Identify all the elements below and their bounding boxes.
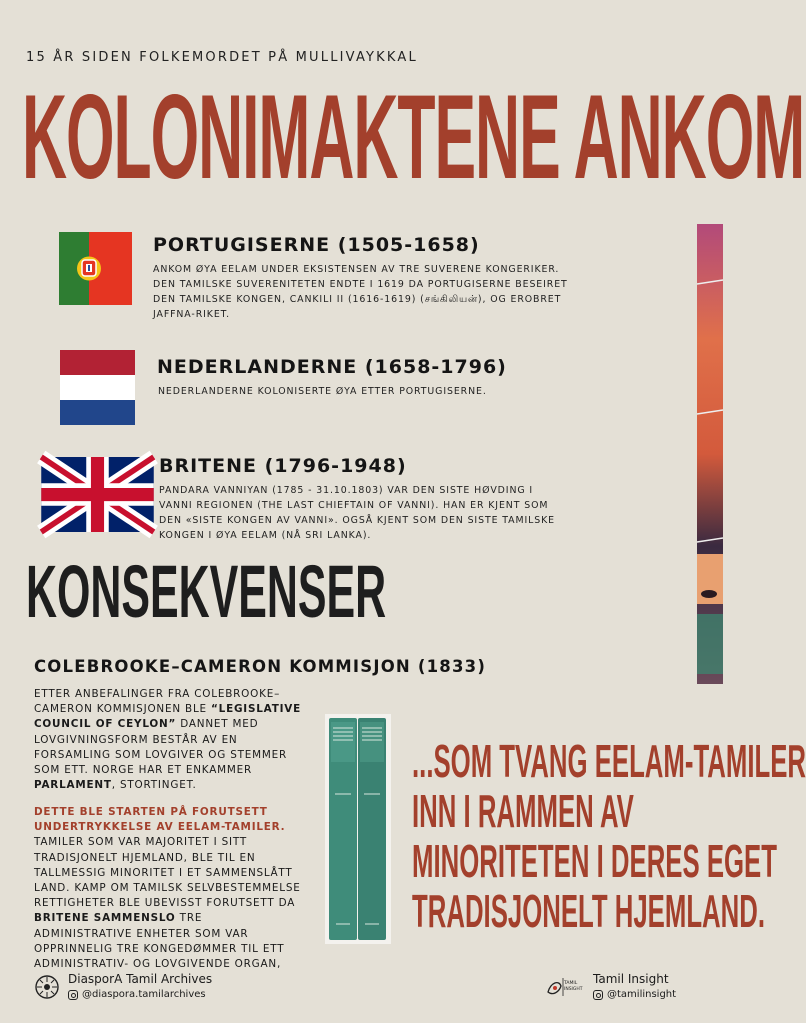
kicker-text: 15 ÅR SIDEN FOLKEMORDET PÅ MULLIVAYKKAL xyxy=(26,50,418,65)
quote-line: INN I RAMMEN AV xyxy=(412,785,634,837)
quote-line: TRADISJONELT HJEMLAND. xyxy=(412,885,766,937)
section-heading-nederlanderne: NEDERLANDERNE (1658-1796) xyxy=(157,356,507,378)
uk-flag-icon xyxy=(60,457,135,532)
portugal-flag-icon xyxy=(59,232,132,305)
p2-text-b: TRE ADMINISTRATIVE ENHETER SOM VAR OPPRINNELIG TRE KONGEDØMMER TIL ETT ADMINISTRATIV- OG LOVGIVENDE ORGAN, xyxy=(34,912,285,971)
pull-quote xyxy=(412,735,806,937)
instagram-icon xyxy=(593,990,603,1000)
diaspora-archives-logo-icon xyxy=(34,974,60,1000)
footer-right-handle-text: @tamilinsight xyxy=(607,989,677,1000)
section-heading-britene: BRITENE (1796-1948) xyxy=(159,455,407,477)
book-volumes-image xyxy=(325,714,391,944)
footer-left-handle[interactable] xyxy=(68,989,206,1000)
section-text-portugiserne: ANKOM ØYA EELAM UNDER EKSISTENSEN AV TRE SUVERENE KONGERIKER. DEN TAMILSKE SUVERENITETEN ENDTE I 1619 DA PORTUGISERNE BESEIRET DEN TAMILSKE KONGEN, CANKILI II (1616-1619) (சங்கிலியன்), OG EROBRET JAFFNA-RIKET. xyxy=(153,264,568,320)
p2-red-heading: DETTE BLE STARTEN PÅ FORUTSETT UNDERTRYKKELSE AV EELAM-TAMILER. xyxy=(34,806,286,834)
paragraph-legislative-council xyxy=(34,687,304,793)
section-text-britene: PANDARA VANNIYAN (1785 - 31.10.1803) VAR DEN SISTE HØVDING I VANNI REGIONEN (THE LAST CHIEFTAIN OF VANNI). HAN ER KJENT SOM DEN «SISTE KONGEN AV VANNI». OGSÅ KJENT SOM DEN SISTE TAMILSKE KONGEN I ØYA EELAM (NÅ SRI LANKA). xyxy=(159,485,555,541)
p1-text-a: ETTER ANBEFALINGER FRA COLEBROOKE–CAMERON KOMMISJONEN BLE xyxy=(34,688,281,716)
section-text-nederlanderne: NEDERLANDERNE KOLONISERTE ØYA ETTER PORTUGISERNE. xyxy=(158,386,487,397)
instagram-icon xyxy=(68,990,78,1000)
p1-bold-parlament: PARLAMENT xyxy=(34,779,112,792)
p2-text-a: TAMILER SOM VAR MAJORITET I SITT TRADISJONELT HJEMLAND, BLE TIL EN TALLMESSIG MINORITET I ET SAMMENSLÅTT LAND. KAMP OM TAMILSK SELVBESTEMMELSE RETTIGHETER BLE UBEVISST FORUTSETT DA xyxy=(34,836,301,910)
p1-text-c: , STORTINGET. xyxy=(111,779,197,792)
section-heading-portugiserne: PORTUGISERNE (1505-1658) xyxy=(153,234,480,256)
p2-bold-britene: BRITENE SAMMENSLO xyxy=(34,912,176,925)
p1-text-b: DANNET MED LOVGIVNINGSFORM BESTÅR AV EN FORSAMLING SOM LOVGIVER OG STEMMER SOM ETT. NORGE HAR ET ENKAMMER xyxy=(34,718,288,777)
commission-heading: COLEBROOKE–CAMERON KOMMISJON (1833) xyxy=(34,657,487,676)
artwork-strip xyxy=(697,224,723,684)
konsekvenser-title: KONSEKVENSER xyxy=(26,550,387,633)
tamil-insight-logo-text: TAMIL INSIGHT xyxy=(564,981,583,992)
p1-bold-council: “LEGISLATIVE COUNCIL OF CEYLON” xyxy=(34,703,302,731)
footer-right-handle[interactable] xyxy=(593,989,676,1000)
paragraph-oppression xyxy=(34,805,304,972)
quote-line: MINORITETEN I DERES EGET xyxy=(412,835,777,887)
footer-right-name: Tamil Insight xyxy=(593,972,669,986)
netherlands-flag-icon xyxy=(60,350,135,425)
footer-left-name: DiasporA Tamil Archives xyxy=(68,972,213,986)
quote-line: ...SOM TVANG EELAM-TAMILER xyxy=(412,735,806,787)
footer-left-handle-text: @diaspora.tamilarchives xyxy=(82,989,206,1000)
page-title: KOLONIMAKTENE ANKOM xyxy=(22,70,805,204)
